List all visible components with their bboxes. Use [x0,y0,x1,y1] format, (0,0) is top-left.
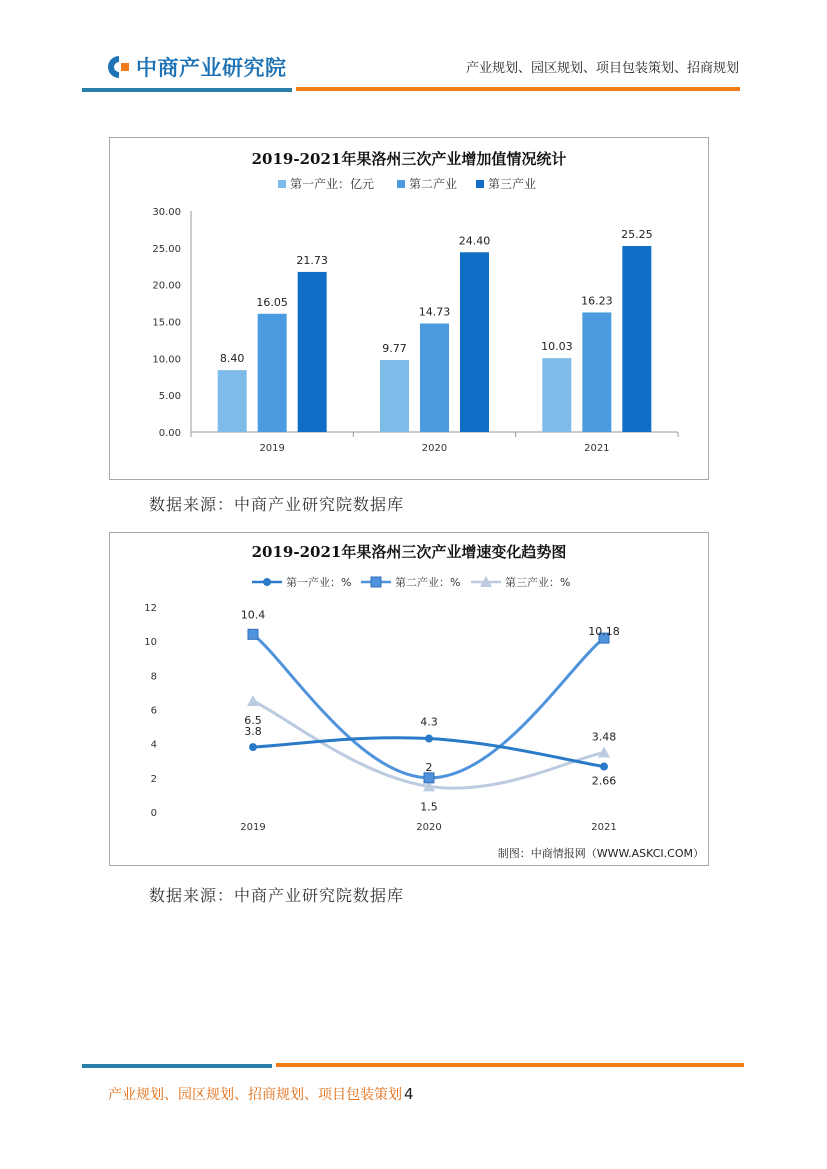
data-label: 25.25 [621,227,653,241]
y-tick-label: 10.00 [152,354,181,366]
line-chart-frame [109,532,709,866]
legend-label: 第一产业：% [286,576,352,589]
y-tick-label: 12 [144,603,157,614]
chart-title: 2019-2021年果洛州三次产业增加值情况统计 [251,150,567,168]
data-label: 2.66 [591,774,617,788]
y-tick-label: 30.00 [152,207,181,218]
footer-divider-blue [82,1064,272,1068]
data-label: 2 [425,760,433,774]
data-point [249,743,257,751]
header-slogan: 产业规划、园区规划、项目包装策划、招商规划 [465,61,739,76]
bar [218,370,247,432]
bar [420,323,449,432]
bar [460,252,489,432]
data-label: 9.77 [382,342,407,356]
line-chart [110,533,708,865]
y-tick-label: 0 [150,808,157,819]
footer-divider-orange [276,1063,744,1067]
data-label: 4.3 [420,715,438,729]
y-tick-label: 2 [150,773,157,785]
data-label: 21.73 [296,253,328,267]
bar [542,358,571,432]
bar-chart-frame [109,137,709,480]
footer-slogan: 产业规划、园区规划、招商规划、项目包装策划 [108,1087,402,1103]
data-source-note: 数据来源：中商产业研究院数据库 [149,495,405,514]
legend-label: 第三产业：% [505,576,571,589]
data-label: 3.48 [591,730,617,744]
bar [582,312,611,432]
legend-marker [371,577,381,587]
legend-swatch [397,180,405,188]
header-logo [106,50,287,84]
data-source-note: 数据来源：中商产业研究院数据库 [149,886,405,905]
data-point [600,763,608,771]
data-label: 16.05 [256,295,288,309]
legend-marker [263,578,271,586]
bar [622,246,651,432]
data-point [247,695,259,706]
x-tick-label: 2021 [591,822,617,833]
y-tick-label: 0.00 [158,428,181,439]
logo-icon [106,54,132,80]
data-label: 10.4 [240,608,266,622]
y-tick-label: 15.00 [152,317,181,329]
data-label: 24.40 [458,234,491,248]
legend-swatch [278,180,286,188]
y-tick-label: 8 [150,671,157,683]
legend-label: 第二产业：% [395,576,461,589]
x-tick-label: 2020 [421,443,448,454]
data-label: 10.18 [588,625,620,639]
data-label: 6.5 [244,713,262,727]
data-point [425,735,433,743]
data-label: 16.23 [581,294,613,308]
footer [108,1084,414,1104]
x-tick-label: 2019 [240,822,266,833]
data-label: 3.8 [244,725,262,739]
header-divider-orange [296,87,740,91]
bar [380,360,409,432]
header-divider-blue [82,88,292,92]
data-point [424,773,434,783]
data-label: 1.5 [420,800,438,814]
logo-text: 中商产业研究院 [136,56,287,80]
legend-label: 第三产业 [488,177,537,191]
legend-label: 第一产业：亿元 [290,177,375,191]
bar-chart [110,138,708,479]
bar [298,272,327,432]
page-number: 4 [404,1085,414,1103]
bar [258,314,287,432]
x-tick-label: 2019 [259,443,285,454]
y-tick-label: 5.00 [158,391,181,403]
y-tick-label: 25.00 [152,243,181,255]
x-tick-label: 2020 [416,822,442,833]
data-label: 8.40 [219,352,245,366]
data-label: 14.73 [418,305,451,319]
legend-swatch [476,180,484,188]
y-tick-label: 20.00 [152,280,181,292]
data-point [248,629,258,639]
legend-label: 第二产业 [409,177,458,191]
chart-title: 2019-2021年果洛州三次产业增速变化趋势图 [251,543,567,561]
y-tick-label: 4 [150,739,157,751]
chart-credit: 制图：中商情报网（WWW.ASKCI.COM） [497,847,704,860]
y-tick-label: 6 [150,705,157,717]
y-tick-label: 10 [144,637,157,649]
x-tick-label: 2021 [584,443,610,454]
data-label: 10.03 [541,340,573,354]
